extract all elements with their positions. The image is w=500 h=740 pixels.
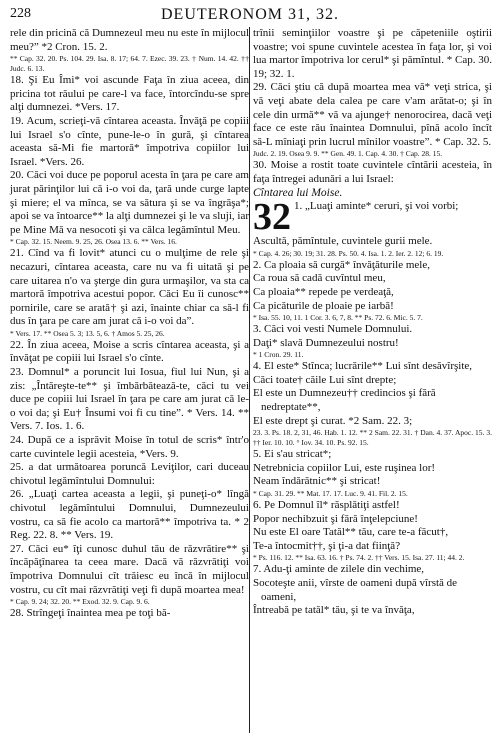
poem-line: 6. Pe Domnul îl* răsplătiţi astfel!: [253, 499, 400, 512]
poem-line: El este un Dumnezeu†† credincios şi fără nedreptate**,: [253, 387, 436, 414]
poem-line: Socoteşte anii, vîrste de oameni după vîrstă de oameni,: [253, 577, 458, 603]
poem-line: 2. Ca ploaia să curgă* învăţăturile mele,: [253, 258, 430, 271]
poem-line: Ascultă, pămîntule, cuvintele gurii mele.: [253, 235, 433, 248]
poem-line: Popor nechibzuit şi fără înţelepciune!: [253, 512, 418, 525]
running-title: DEUTERONOM 31, 32.: [161, 6, 339, 23]
verse-paragraph: 24. După ce a isprăvit Moise în totul de scris* într'o carte cuvintele legii acesteia, *Vers. 9.: [10, 434, 249, 460]
cross-reference: * Cap. 4. 26; 30. 19; 31. 28. Ps. 50. 4. Isa. 1. 2. Ier. 2. 12; 6. 19.: [253, 248, 444, 258]
cross-reference: * Cap. 32. 15. Neem. 9. 25, 26. Osea 13. 6. ** Vers. 16.: [10, 237, 177, 247]
poem-line: Ca roua să cadă cuvîntul meu,: [253, 272, 386, 285]
verse-paragraph: 21. Cînd va fi lovit* atunci cu o mulţime de rele şi necazuri, cîntarea aceasta, care nu va fi uitată şi pe care uitarea n'o va şterge din gura urmaşilor, va sta ca martoră împotriva acestui popor. Căci Eu îi cunosc** pornirile, care se arată† şi azi, înainte chiar ca să-l fi dus în ţara pe care am jurat că i-o voi da”.: [10, 247, 249, 328]
right-column: [253, 27, 492, 618]
verse-line: 1. „Luaţi aminte* ceruri, şi voi vorbi;: [294, 200, 459, 213]
poem-line: Căci toate† căile Lui sînt drepte;: [253, 373, 397, 386]
poem-line: 5. Ei s'au stricat*;: [253, 448, 332, 461]
cross-reference: * Ps. 116. 12. ** Isa. 63. 16. † Ps. 74. 2. †† Vers. 15. Isa. 27. 11; 44. 2.: [253, 553, 465, 563]
poem-line: 4. El este* Stînca; lucrările** Lui sînt desăvîrşite,: [253, 360, 473, 373]
poem-line: Neam îndărătnic** şi stricat!: [253, 475, 381, 488]
verse-paragraph: 20. Căci voi duce pe poporul acesta în ţara pe care am jurat părinţilor lui că i-o voi da, ţară unde curge lapte şi miere; el va mînca, se va sătura şi se va îngrăşa*; apoi se va întoarce** la alţi dumnezei şi le va sluji, iar pe Mine Mă va nesocoti şi va călca legămîntul Meu.: [10, 169, 249, 236]
verse-paragraph: 22. În ziua aceea, Moise a scris cîntarea aceasta, şi a învăţat pe copiii lui Israel s'o cînte.: [10, 338, 249, 365]
cross-reference: * Cap. 9. 24; 32. 20. ** Exod. 32. 9. Cap. 9. 6.: [10, 597, 150, 607]
verse-paragraph: trînii seminţiilor voastre şi pe căpeteniile oştirii voastre; voi spune cuvintele acestea în faţa lor, şi voi lua martor împotriva lor cerul* şi pămîntul. * Cap. 30. 19; 32. 1.: [253, 27, 492, 80]
verse-paragraph: 30. Moise a rostit toate cuvintele cîntării acesteia, în faţa întregei adunări a lui Israel:: [253, 159, 492, 185]
poem-line: Netrebnicia copiilor Lui, este ruşinea lor!: [253, 461, 436, 474]
poem-line: Ca ploaia** repede pe verdeaţă,: [253, 285, 394, 298]
verse-paragraph: 23. Domnul* a poruncit lui Iosua, fiul lui Nun, şi a zis: „Întăreşte-te** şi îmbărbătează-te, căci tu vei duce pe copiii lui Israel în ţara pe care am jurat că le-o voi da; şi Eu† Însumi voi fi cu tine”. * Vers. 14. ** Vers. 7. Ios. 1. 6.: [10, 366, 249, 433]
verse-paragraph: 26. „Luaţi cartea aceasta a legii, şi puneţi-o* lîngă chivotul legămîntului Domnului, Dumnezeului vostru, ca să fie acolo ca martoră** împotriva ta. * 2 Reg. 22. 8. ** Vers. 19.: [10, 488, 249, 542]
verse-paragraph: 27. Căci eu* îţi cunosc duhul tău de răzvrătire** şi încăpăţînarea ta ceea mare. Dacă vă răzvrătiţi voi împotriva Domnului cît trăiesc eu încă în mijlocul vostru, cu cît mai răzvrătiţi veţi fi după moartea mea!: [10, 542, 249, 596]
verse-paragraph: 18. Şi Eu Îmi* voi ascunde Faţa în ziua aceea, din pricina tot răului pe care-l va face, întorcîndu-se spre alţi dumnezei. *Vers. 17.: [10, 74, 249, 114]
poem-line: Te-a întocmit††, şi ţi-a dat fiinţă?: [253, 539, 401, 552]
poem-line: Nu este El oare Tatăl** tău, care te-a făcut†,: [253, 526, 449, 539]
cross-reference: * Cap. 31. 29. ** Mat. 17. 17. Luc. 9. 41. Fil. 2. 15.: [253, 489, 408, 499]
cross-reference: Judc. 2. 19. Osea 9. 9. ** Gen. 49. 1. Cap. 4. 30. † Cap. 28. 15.: [253, 149, 443, 159]
poem-line: 3. Căci voi vesti Numele Domnului.: [253, 323, 413, 336]
poem-line: Întreabă pe tatăl* tău, şi te va învăţa,: [253, 604, 415, 617]
verse-paragraph: 29. Căci ştiu că după moartea mea vă* veţi strica, şi vă veţi abate dela calea pe care v'am arătat-o; şi în cele din urmă** vă va ajunge† nenorocirea, dacă veţi face ce este rău înaintea Domnului, pînă acolo încît să-L mîniaţi prin lucrul mînilor voastre”. * Cap. 32. 5.: [253, 81, 492, 148]
page-header: [10, 6, 490, 26]
column-divider: [249, 27, 250, 733]
chapter-number: 32: [253, 196, 291, 239]
chapter-start: [253, 196, 492, 239]
poem-line: 7. Adu-ţi aminte de zilele din vechime,: [253, 563, 425, 576]
cross-reference: 23. 3. Ps. 18. 2, 31, 46. Hab. 1. 12. ** 2 Sam. 22. 31. † Dan. 4. 37. Apoc. 15. 3. †† Ier. 10. 10. ° Iov. 34. 10. Ps. 92. 15.: [253, 428, 492, 448]
cross-reference: * Vers. 17. ** Osea 5. 3; 13. 5, 6. † Amos 5. 25, 26.: [10, 328, 165, 338]
verse-paragraph: rele din pricină că Dumnezeul meu nu este în mijlocul meu?” *2 Cron. 15. 2.: [10, 27, 249, 53]
cross-reference: * Isa. 55. 10, 11. 1 Cor. 3. 6, 7, 8. ** Ps. 72. 6. Mic. 5. 7.: [253, 313, 423, 323]
cross-reference: * 1 Cron. 29. 11.: [253, 350, 304, 360]
verse-paragraph: 19. Acum, scrieţi-vă cîntarea aceasta. Învăţă pe copiii lui Israel s'o cînte, pune-le-o în gură, şi cîntarea aceasta să-Mi fie martoră* împotriva copiilor lui Israel. *Vers. 26.: [10, 114, 249, 168]
left-column: [10, 27, 249, 621]
verse-paragraph: 25. a dat următoarea poruncă Leviţilor, cari duceau chivotul legămîntului Domnului:: [10, 461, 249, 487]
verse-paragraph: 28. Strîngeţi înaintea mea pe toţi bă-: [10, 607, 171, 620]
page-number: 228: [10, 6, 31, 21]
cross-reference: ** Cap. 32. 20. Ps. 104. 29. Isa. 8. 17; 64. 7. Ezec. 39. 23. † Num. 14. 42. †† Judc. 6. 13.: [10, 54, 249, 74]
poem-line: El este drept şi curat. *2 Sam. 22. 3;: [253, 414, 413, 427]
poem-line: Daţi* slavă Dumnezeului nostru!: [253, 336, 399, 349]
poem-line: Ca picăturile de ploaie pe iarbă!: [253, 299, 394, 312]
section-heading: Cîntarea lui Moise.: [253, 186, 343, 199]
